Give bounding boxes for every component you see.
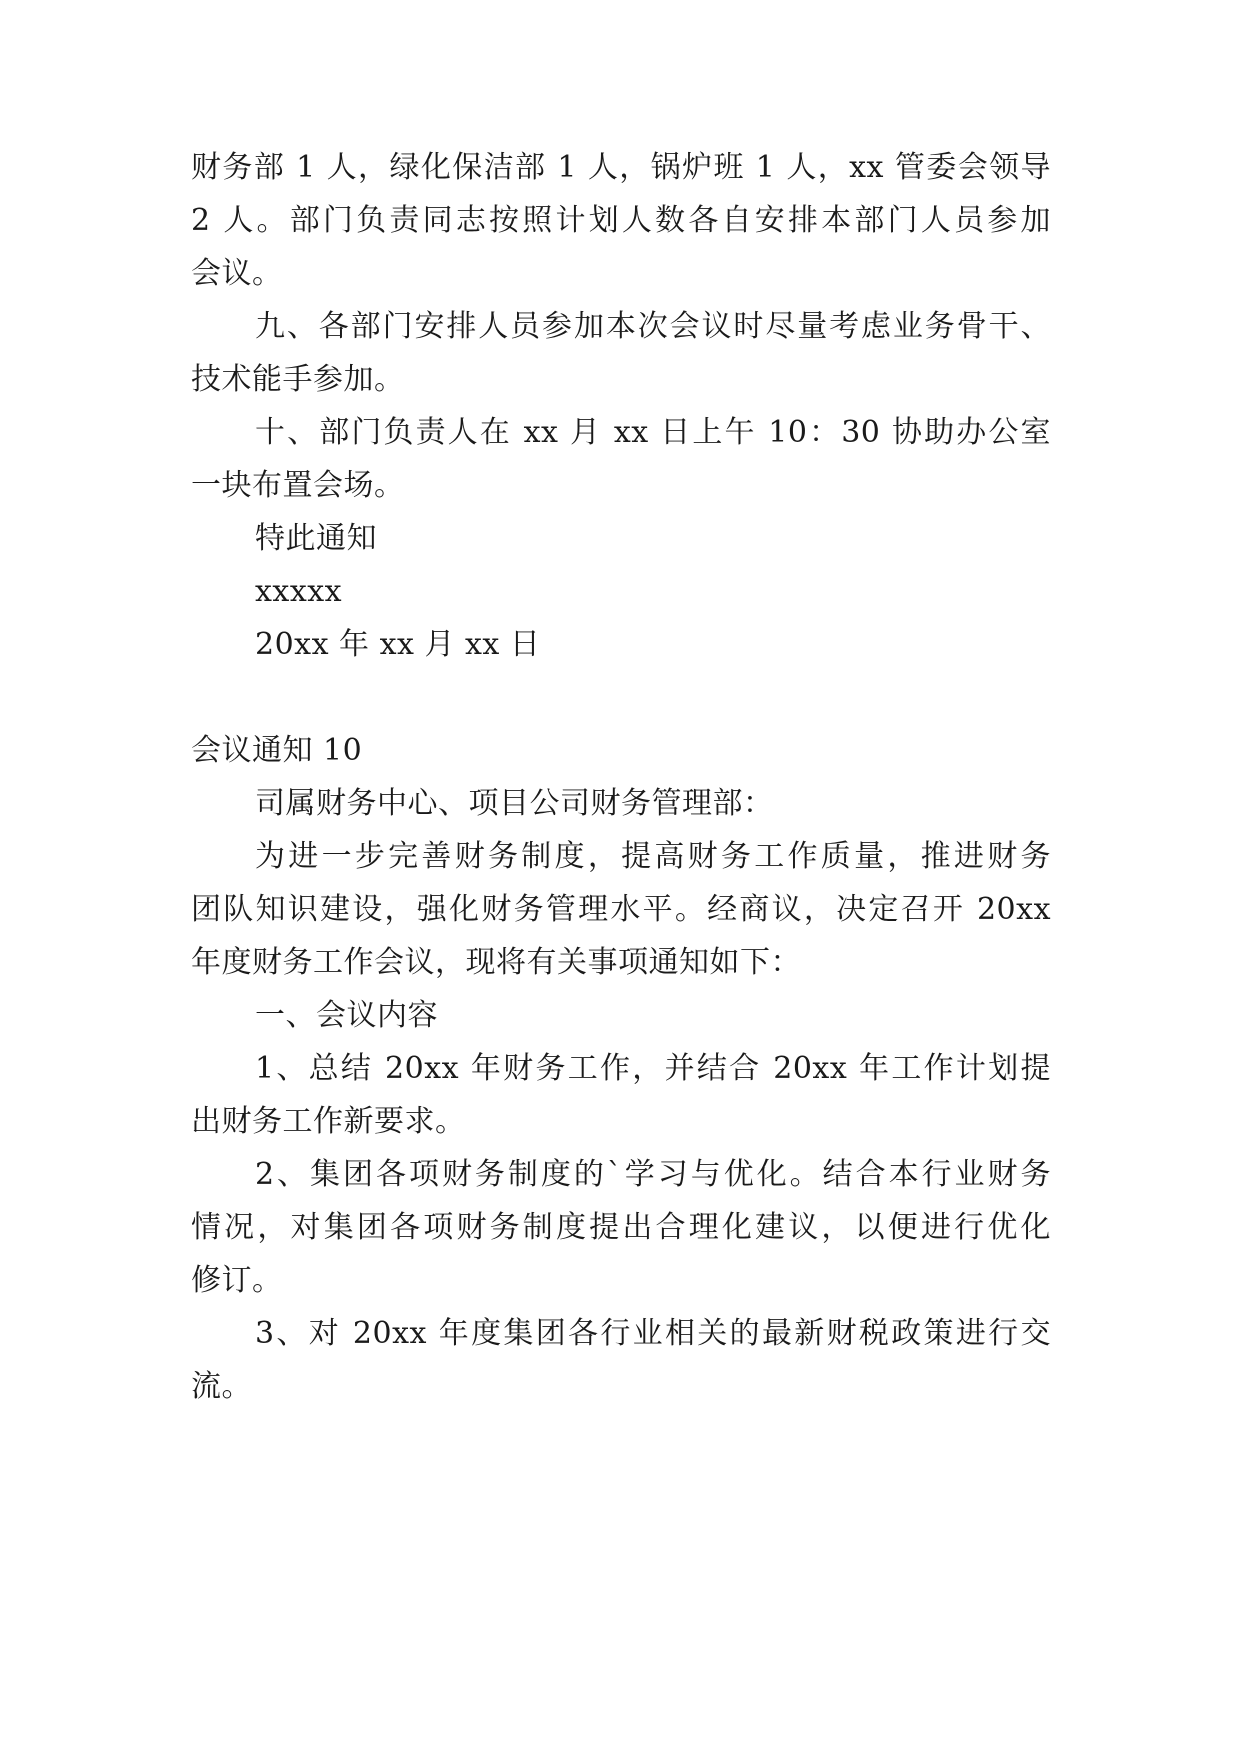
text-line: 2、集团各项财务制度的`学习与优化。结合本行业财务	[255, 1157, 1051, 1192]
section-title: 会议通知 10	[191, 733, 363, 768]
text-line: 技术能手参加。	[191, 362, 405, 397]
text-line: 1、总结 20xx 年财务工作，并结合 20xx 年工作计划提	[255, 1051, 1051, 1086]
text-line: 十、部门负责人在 xx 月 xx 日上午 10：30 协助办公室	[255, 415, 1051, 450]
text-line: 修订。	[191, 1263, 283, 1298]
text-line: 年度财务工作会议，现将有关事项通知如下：	[191, 945, 801, 980]
text-line: 情况，对集团各项财务制度提出合理化建议，以便进行优化	[191, 1210, 1051, 1245]
closing-text: 特此通知	[255, 521, 377, 556]
date-text: 20xx 年 xx 月 xx 日	[255, 627, 541, 662]
section-heading: 一、会议内容	[255, 998, 438, 1033]
addressee-text: 司属财务中心、项目公司财务管理部：	[255, 786, 774, 821]
text-line: 团队知识建设，强化财务管理水平。经商议，决定召开 20xx	[191, 892, 1051, 927]
text-line: 财务部 1 人，绿化保洁部 1 人，锅炉班 1 人，xx 管委会领导	[191, 150, 1051, 185]
text-line: 流。	[191, 1369, 252, 1404]
text-line: 2 人。部门负责同志按照计划人数各自安排本部门人员参加	[191, 203, 1051, 238]
signature-text: xxxxx	[255, 574, 343, 609]
text-line: 九、各部门安排人员参加本次会议时尽量考虑业务骨干、	[255, 309, 1051, 344]
text-line: 3、对 20xx 年度集团各行业相关的最新财税政策进行交	[255, 1316, 1051, 1351]
text-line: 为进一步完善财务制度，提高财务工作质量，推进财务	[255, 839, 1051, 874]
text-line: 出财务工作新要求。	[191, 1104, 466, 1139]
text-line: 一块布置会场。	[191, 468, 405, 503]
text-line: 会议。	[191, 256, 283, 291]
